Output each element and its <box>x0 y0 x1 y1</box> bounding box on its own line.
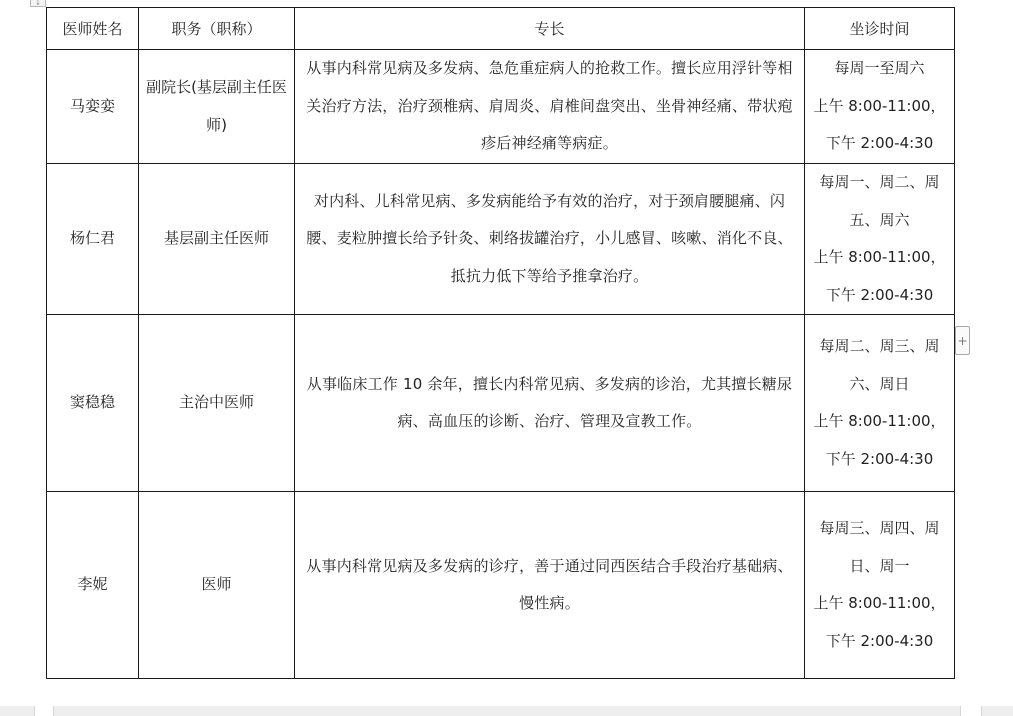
job-title-cell: 医师 <box>139 492 295 679</box>
doctor-name-cell: 窦稳稳 <box>47 315 139 492</box>
job-title-cell: 主治中医师 <box>139 315 295 492</box>
doctor-schedule-table <box>46 7 955 679</box>
table-header-row <box>47 8 955 50</box>
schedule-morning: 上午 8:00-11:00， <box>813 248 946 266</box>
schedule-afternoon: 下午 2:00-4:30 <box>825 449 934 468</box>
job-title-cell: 副院长(基层副主任医师) <box>139 50 295 164</box>
page-bottom-edge <box>0 706 1013 716</box>
schedule-days: 每周一、周二、周五、周六 <box>819 173 940 229</box>
doctor-name-cell: 李妮 <box>47 492 139 679</box>
schedule-afternoon: 下午 2:00-4:30 <box>825 285 934 304</box>
specialty-cell: 对内科、儿科常见病、多发病能给予有效的治疗，对于颈肩腰腿痛、闪腰、麦粒肿擅长给予针灸、刺络拔罐治疗，小儿感冒、咳嗽、消化不良、抵抗力低下等给予推拿治疗。 <box>295 164 805 315</box>
header-schedule: 坐诊时间 <box>805 8 955 50</box>
schedule-afternoon: 下午 2:00-4:30 <box>825 631 934 650</box>
header-specialty: 专长 <box>295 8 805 50</box>
schedule-days: 每周一至周六 <box>834 59 925 78</box>
schedule-days: 每周二、周三、周六、周日 <box>819 337 940 393</box>
specialty-cell: 从事临床工作 10 余年，擅长内科常见病、多发病的诊治，尤其擅长糖尿病、高血压的诊断、治疗、管理及宣教工作。 <box>295 315 805 492</box>
schedule-cell <box>805 50 955 164</box>
schedule-morning: 上午 8:00-11:00， <box>813 412 946 430</box>
schedule-days: 每周三、周四、周日、周一 <box>819 519 940 575</box>
header-doctor-name: 医师姓名 <box>47 8 139 50</box>
schedule-morning: 上午 8:00-11:00， <box>813 594 946 612</box>
specialty-cell: 从事内科常见病及多发病、急危重症病人的抢救工作。擅长应用浮针等相关治疗方法，治疗颈椎病、肩周炎、肩椎间盘突出、坐骨神经痛、带状疱疹后神经痛等病症。 <box>295 50 805 164</box>
page-top-marker: ↓ <box>30 0 46 7</box>
table-row <box>47 315 955 492</box>
add-column-handle[interactable]: + <box>955 326 970 355</box>
doctor-name-cell: 马娈娈 <box>47 50 139 164</box>
doctor-name-cell: 杨仁君 <box>47 164 139 315</box>
schedule-cell <box>805 315 955 492</box>
table-row <box>47 164 955 315</box>
page-bottom-tab-left <box>34 706 54 716</box>
job-title-cell: 基层副主任医师 <box>139 164 295 315</box>
table-row <box>47 50 955 164</box>
specialty-cell: 从事内科常见病及多发病的诊疗，善于通过同西医结合手段治疗基础病、慢性病。 <box>295 492 805 679</box>
schedule-afternoon: 下午 2:00-4:30 <box>825 134 934 153</box>
header-job-title: 职务（职称） <box>139 8 295 50</box>
schedule-cell <box>805 164 955 315</box>
schedule-morning: 上午 8:00-11:00， <box>813 96 946 115</box>
table-row <box>47 492 955 679</box>
page-bottom-tab-right <box>960 706 982 716</box>
schedule-cell <box>805 492 955 679</box>
